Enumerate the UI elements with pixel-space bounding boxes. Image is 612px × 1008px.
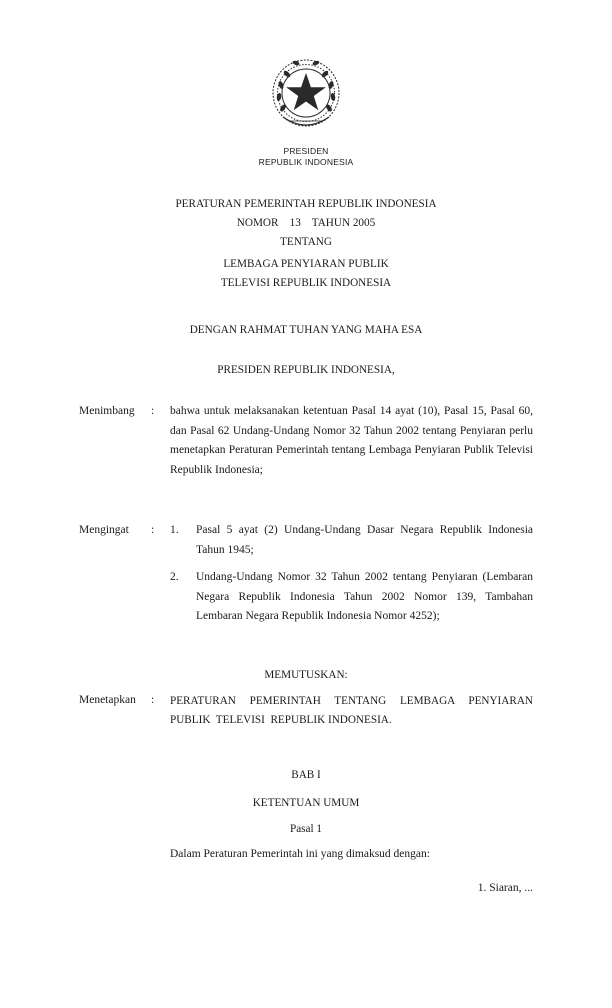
mengingat-item-1-text: Pasal 5 ayat (2) Undang-Undang Dasar Negara Republik Indonesia Tahun 1945; [196, 524, 533, 556]
mengingat-label: Mengingat [79, 524, 129, 536]
mengingat-item-1-num: 1. [170, 524, 179, 536]
pasal-intro: Dalam Peraturan Pemerintah ini yang dimaksud dengan: [170, 848, 430, 860]
memutuskan-heading: MEMUTUSKAN: [264, 669, 348, 681]
menetapkan-line-2: PUBLIK TELEVISI REPUBLIK INDONESIA. [170, 714, 392, 726]
menetapkan-colon: : [151, 694, 155, 706]
header-republik: REPUBLIK INDONESIA [258, 157, 354, 167]
continuation-marker: 1. Siaran, ... [477, 882, 533, 894]
bab-number: BAB I [291, 769, 321, 781]
title-line-5: TELEVISI REPUBLIK INDONESIA [220, 277, 392, 289]
mengingat-colon: : [151, 524, 155, 536]
menimbang-label: Menimbang [79, 405, 135, 417]
menimbang-text: bahwa untuk melaksanakan ketentuan Pasal 14 ayat (10), Pasal 15, Pasal 60, dan Pasal 62 Undang-Undang Nomor 32 Tahun 2002 tentang Penyiaran perlu menetapkan Peraturan Pemerintah tentang Lembaga Penyiaran Publik Televisi Republik Indonesia; [170, 405, 533, 476]
menetapkan-line-1: PERATURAN PEMERINTAH TENTANG LEMBAGA PENYIARAN [170, 695, 533, 707]
header-presiden: PRESIDEN [283, 146, 329, 156]
preamble-rahmat: DENGAN RAHMAT TUHAN YANG MAHA ESA [189, 324, 423, 336]
title-line-2: NOMOR 13 TAHUN 2005 [236, 217, 376, 229]
pasal-heading: Pasal 1 [289, 823, 322, 835]
menimbang-colon: : [151, 405, 155, 417]
menetapkan-label: Menetapkan [79, 694, 136, 706]
bab-title: KETENTUAN UMUM [252, 797, 360, 809]
title-line-1: PERATURAN PEMERINTAH REPUBLIK INDONESIA [175, 198, 437, 210]
title-line-3: TENTANG [280, 236, 332, 248]
mengingat-item-2-text: Undang-Undang Nomor 32 Tahun 2002 tentang Penyiaran (Lembaran Negara Republik Indonesia Tahun 2002 Nomor 139, Tambahan Lembaran Negara Republik Indonesia Nomor 4252); [196, 571, 533, 622]
preamble-president: PRESIDEN REPUBLIK INDONESIA, [217, 364, 395, 376]
mengingat-item-2-num: 2. [170, 571, 179, 583]
title-line-4: LEMBAGA PENYIARAN PUBLIK [223, 258, 389, 270]
garuda-star-seal-icon [269, 55, 343, 135]
